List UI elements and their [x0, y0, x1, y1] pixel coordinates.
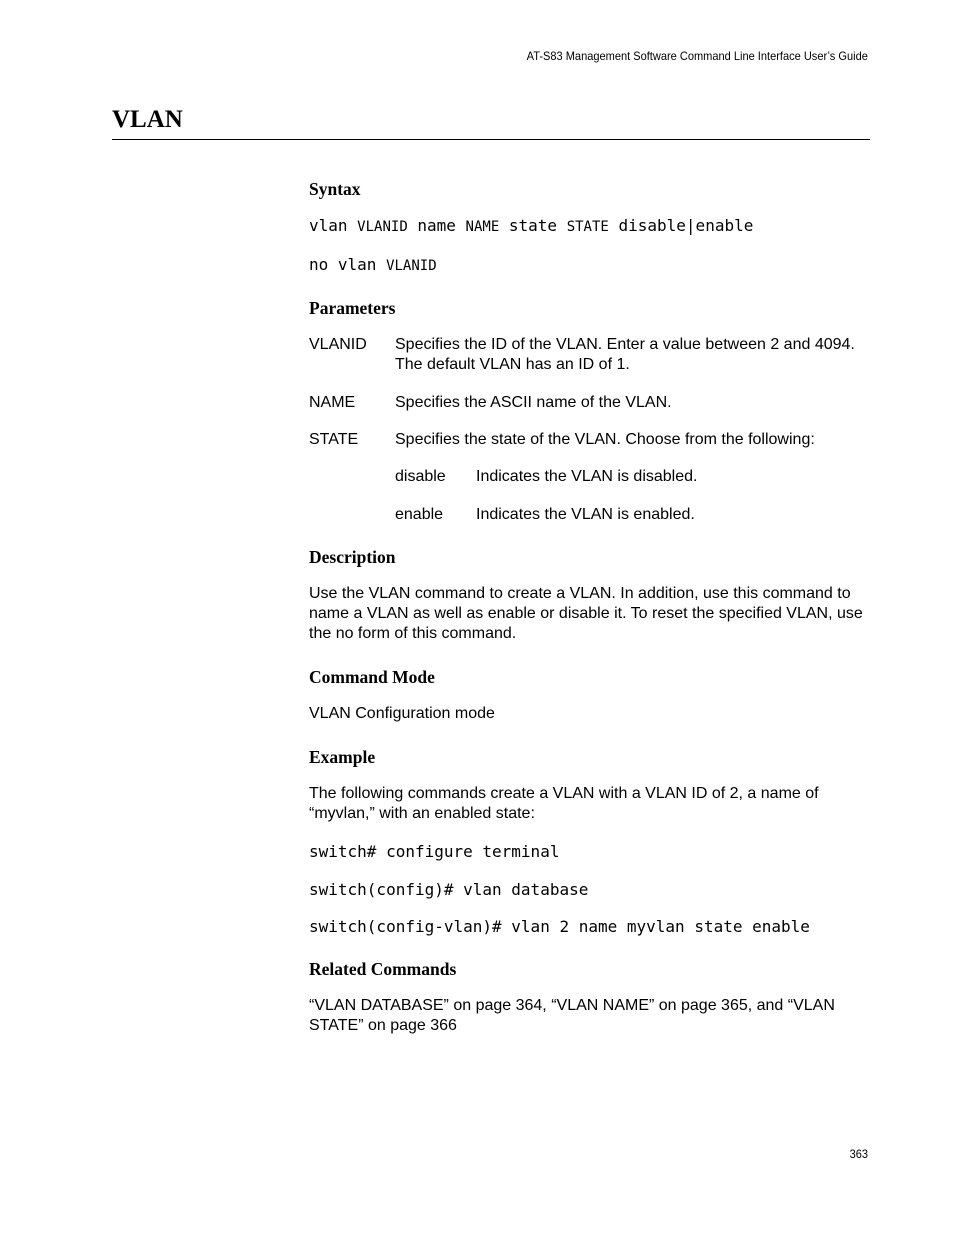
param-definition: Specifies the ID of the VLAN. Enter a value between 2 and 4094. The default VLAN has an ID of 1. [395, 336, 855, 373]
page-title: VLAN [112, 106, 183, 133]
param-state [309, 430, 870, 450]
param-term: VLANID [309, 336, 367, 353]
related-commands-heading: Related Commands [309, 959, 457, 979]
syntax-heading: Syntax [309, 179, 361, 199]
option-definition: Indicates the VLAN is enabled. [476, 506, 695, 523]
option-definition: Indicates the VLAN is disabled. [476, 468, 698, 485]
option-term: disable [395, 468, 446, 485]
title-rule [112, 139, 870, 140]
option-enable [395, 505, 870, 525]
option-term: enable [395, 506, 444, 523]
example-command-1: switch# configure terminal [309, 842, 560, 861]
syntax-line-2: no vlan VLANID [309, 255, 437, 274]
param-term: STATE [309, 431, 359, 448]
option-disable [395, 467, 870, 487]
command-mode-text: VLAN Configuration mode [309, 705, 495, 722]
page-number: 363 [849, 1147, 868, 1161]
running-header: AT-S83 Management Software Command Line Interface User’s Guide [526, 49, 868, 63]
param-name [309, 393, 870, 413]
param-definition: Specifies the state of the VLAN. Choose from the following: [395, 431, 815, 448]
syntax-line-1: vlan VLANID name NAME state STATE disable|enable [309, 216, 754, 235]
param-term: NAME [309, 394, 356, 411]
example-text: The following commands create a VLAN with a VLAN ID of 2, a name of “myvlan,” with an enabled state: [309, 785, 819, 822]
description-text: Use the VLAN command to create a VLAN. In addition, use this command to name a VLAN as well as enable or disable it. To reset the specified VLAN, use the no form of this command. [309, 585, 863, 642]
param-vlanid [309, 335, 870, 375]
description-heading: Description [309, 547, 396, 567]
related-commands-text: “VLAN DATABASE” on page 364, “VLAN NAME” on page 365, and “VLAN STATE” on page 366 [309, 997, 835, 1034]
command-mode-heading: Command Mode [309, 667, 435, 687]
main-content [309, 178, 870, 1036]
example-command-3: switch(config-vlan)# vlan 2 name myvlan state enable [309, 917, 810, 936]
example-heading: Example [309, 747, 376, 767]
parameters-heading: Parameters [309, 298, 396, 318]
param-definition: Specifies the ASCII name of the VLAN. [395, 394, 672, 411]
example-command-2: switch(config)# vlan database [309, 880, 589, 899]
